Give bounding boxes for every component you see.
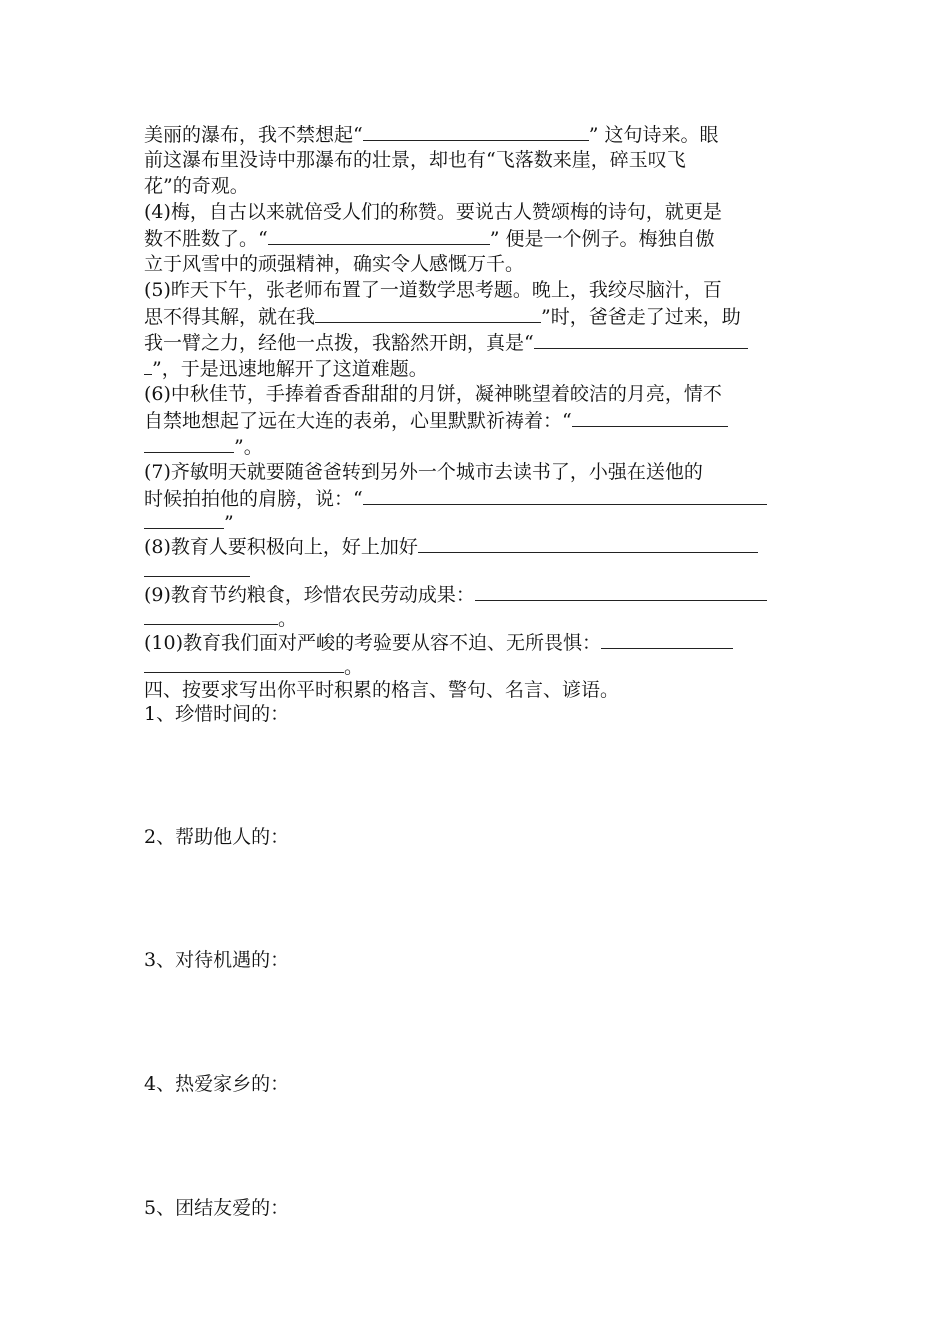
item-5-label: 5、团结友爱的： (144, 1197, 290, 1219)
line-10b: 。 (144, 654, 809, 678)
item-2-label: 2、帮助他人的： (144, 826, 290, 848)
line-3b: 前这瀑布里没诗中那瀑布的壮景，却也有“飞落数来崖，碎玉叹飞 (144, 149, 686, 171)
blank-6-1-tail (144, 434, 234, 453)
line-5b: 思不得其解，就在我 ”时，爸爸走了过来，助 (144, 306, 741, 328)
blank-7-1[interactable] (363, 486, 767, 505)
line-8a: (8)教育人要积极向上，好上加好 (144, 534, 809, 558)
line-9b: 。 (144, 606, 809, 630)
line-3c: 花”的奇观。 (144, 175, 249, 197)
line-7b: 时候拍拍他的肩膀，说：“ (144, 486, 809, 510)
blank-9-1-tail (144, 606, 278, 625)
line-5d: ”，于是迅速地解开了这道难题。 (144, 356, 809, 380)
line-9a: (9)教育节约粮食，珍惜农民劳动成果： (144, 582, 809, 606)
line-3a: 美丽的瀑布，我不禁想起“ ” 这句诗来。眼 (144, 124, 719, 146)
blank-4-1[interactable] (268, 226, 490, 245)
item-1-label: 1、珍惜时间的： (144, 703, 290, 725)
blank-5-2[interactable] (534, 330, 748, 349)
blank-10-1[interactable] (601, 630, 733, 649)
line-7c: ” (144, 510, 809, 534)
blank-5-2-tail (144, 356, 152, 375)
line-8b (144, 558, 809, 582)
blank-8-1-tail (144, 558, 250, 577)
section-4-heading: 四、按要求写出你平时积累的格言、警句、名言、谚语。 (144, 679, 620, 701)
line-6a: (6)中秋佳节，手捧着香香甜甜的月饼，凝神眺望着皎洁的月亮，情不 (144, 383, 722, 405)
line-5c: 我一臂之力，经他一点拨，我豁然开朗，真是“ (144, 330, 809, 354)
line-4b: 数不胜数了。“ ” 便是一个例子。梅独自傲 (144, 228, 715, 250)
blank-7-1-tail (144, 510, 224, 529)
line-5a: (5)昨天下午，张老师布置了一道数学思考题。晚上，我绞尽脑汁，百 (144, 279, 722, 301)
line-10a: (10)教育我们面对严峻的考验要从容不迫、无所畏惧： (144, 630, 809, 654)
line-4a: (4)梅，自古以来就倍受人们的称赞。要说古人赞颂梅的诗句，就更是 (144, 201, 722, 223)
line-6c: ”。 (144, 434, 809, 458)
blank-3-1[interactable] (363, 122, 589, 141)
blank-10-1-tail (144, 654, 344, 673)
line-6b: 自禁地想起了远在大连的表弟，心里默默祈祷着：“ (144, 408, 809, 432)
item-3-label: 3、对待机遇的： (144, 949, 290, 971)
blank-9-1[interactable] (475, 582, 767, 601)
line-4c: 立于风雪中的顽强精神，确实令人感慨万千。 (144, 253, 525, 275)
blank-8-1[interactable] (418, 534, 758, 553)
blank-6-1[interactable] (572, 408, 728, 427)
line-7a: (7)齐敏明天就要随爸爸转到另外一个城市去读书了，小强在送他的 (144, 461, 703, 483)
blank-5-1[interactable] (315, 304, 541, 323)
item-4-label: 4、热爱家乡的： (144, 1073, 290, 1095)
